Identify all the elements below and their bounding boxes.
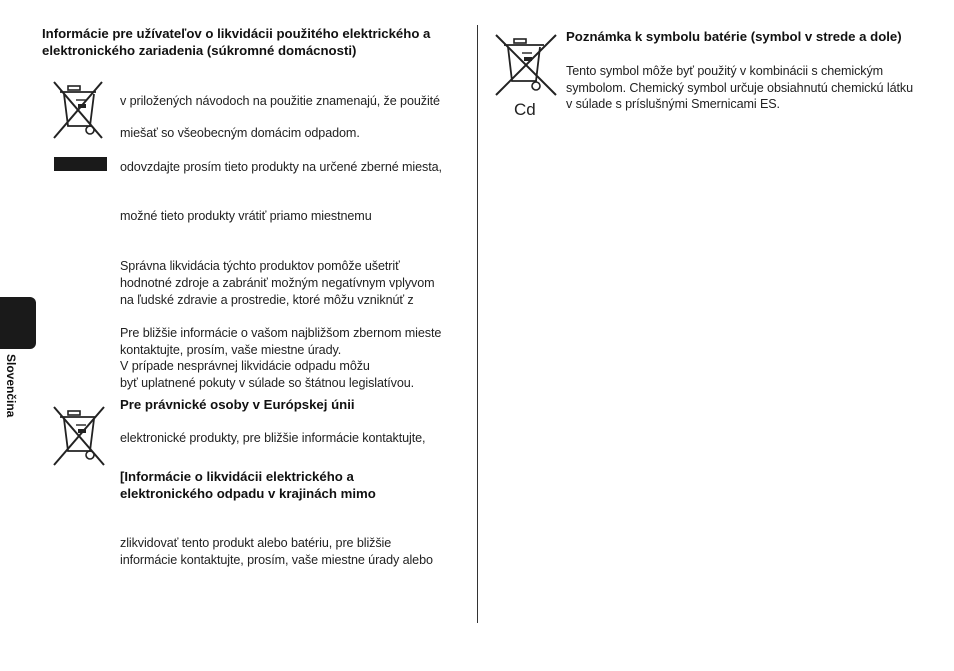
- text-line: možné tieto produkty vrátiť priamo miestnemu: [120, 209, 372, 223]
- crossed-out-wheelie-bin-icon: [50, 80, 110, 140]
- section-heading-battery-symbol: Poznámka k symbolu batérie (symbol v strede a dole): [566, 29, 902, 44]
- section-heading-households: Informácie pre užívateľov o likvidácii použitého elektrického a elektronického zariadenia (súkromné domácnosti): [42, 26, 431, 58]
- chemical-symbol-label: Cd: [514, 100, 536, 119]
- text-line: na ľudské zdravie a prostredie, ktoré môžu vzniknúť z: [120, 293, 414, 307]
- language-tab: [0, 297, 36, 349]
- battery-note-body: Tento symbol môže byť použitý v kombinácii s chemickým symbolom. Chemický symbol určuje obsiahnutú chemickú látku v súlade s príslušnými Smernicami ES.: [566, 64, 913, 112]
- crossed-out-wheelie-bin-icon: [50, 405, 110, 467]
- text-line: byť uplatnené pokuty v súlade so štátnou legislatívou.: [120, 376, 415, 390]
- text-line: Správna likvidácia týchto produktov pomôže ušetriť: [120, 259, 400, 273]
- crossed-out-wheelie-bin-icon: [492, 33, 562, 101]
- text-line: elektronické produkty, pre bližšie informácie kontaktujte,: [120, 431, 426, 445]
- text-line: kontaktujte, prosím, vaše miestne úrady.: [120, 343, 342, 357]
- section-heading-legal-entities: Pre právnické osoby v Európskej únii: [120, 397, 355, 412]
- text-line: hodnotné zdroje a zabrániť možným negatívnym vplyvom: [120, 276, 435, 290]
- section-heading-outside-eu: [Informácie o likvidácii elektrického a elektronického odpadu v krajinách mimo: [120, 469, 376, 501]
- text-line: V prípade nesprávnej likvidácie odpadu môžu: [120, 359, 370, 373]
- text-line: zlikvidovať tento produkt alebo batériu, pre bližšie: [120, 536, 392, 550]
- text-line: Pre bližšie informácie o vašom najbližšom zbernom mieste: [120, 326, 442, 340]
- language-label: Slovenčina: [4, 354, 18, 418]
- column-divider: [477, 25, 478, 623]
- text-line: miešať so všeobecným domácim odpadom.: [120, 126, 360, 140]
- text-line: odovzdajte prosím tieto produkty na určené zberné miesta,: [120, 160, 442, 174]
- text-line: informácie kontaktujte, prosím, vaše miestne úrady alebo: [120, 553, 433, 567]
- text-line: v priložených návodoch na použitie znamenajú, že použité: [120, 94, 440, 108]
- black-bar-marker: [54, 157, 107, 171]
